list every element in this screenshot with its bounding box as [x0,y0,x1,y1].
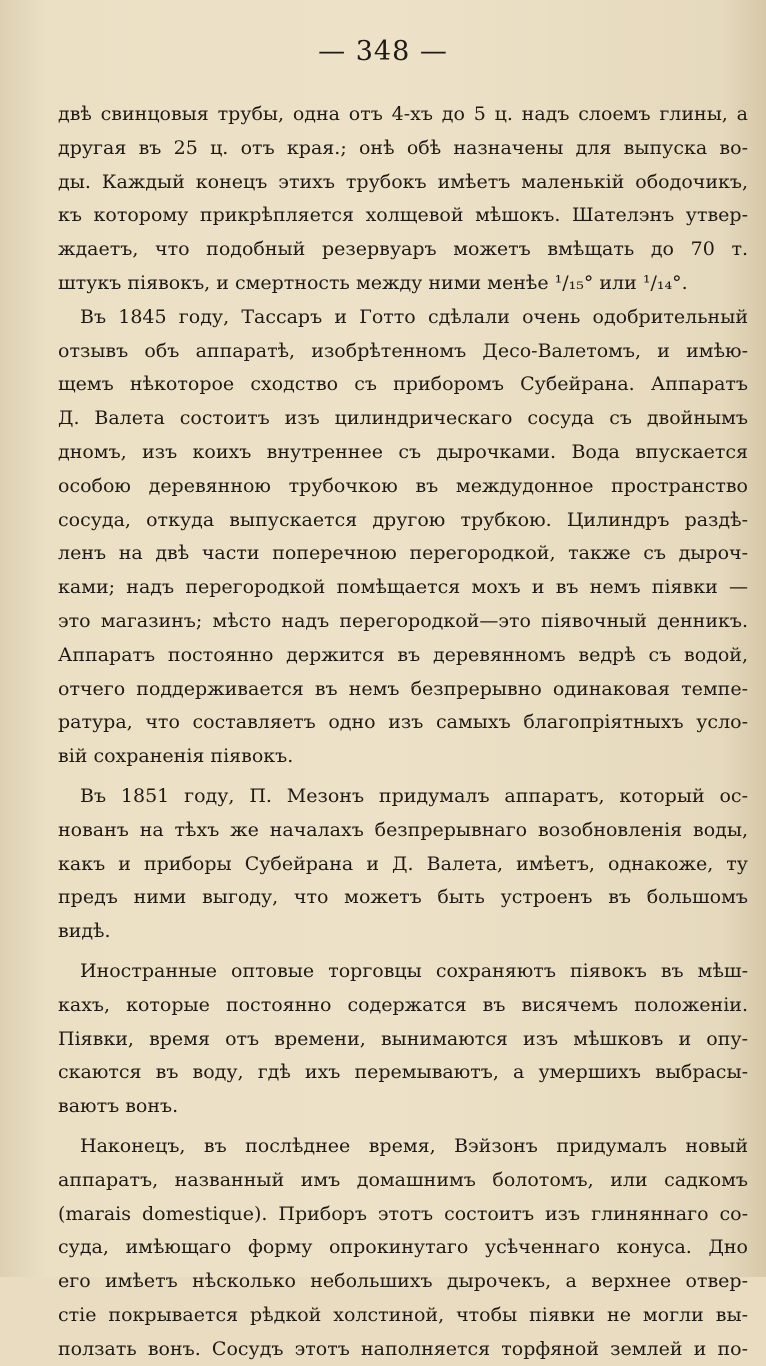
text-line: Д. Валета состоитъ изъ цилиндрическаго сосуда съ двойнымъ [58,407,748,430]
text-line: ками; надъ перегородкой помѣщается мохъ и въ немъ піявки — [58,576,748,599]
text-line: ленъ на двѣ части поперечною перегородкой, также съ дыроч- [58,542,748,565]
text-line: стіе покрывается рѣдкой холстиной, чтобы піявки не могли вы- [58,1303,748,1326]
text-line: ды. Каждый конецъ этихъ трубокъ имѣетъ маленькій ободочикъ, [58,170,748,193]
text-line: вій сохраненія піявокъ. [58,745,294,768]
text-line: щемъ нѣкоторое сходство съ приборомъ Субейрана. Аппаратъ [58,373,748,396]
text-line: предъ ними выгоду, что можетъ быть устроенъ въ большомъ [58,886,748,909]
text-line: ждаетъ, что подобный резервуаръ можетъ вмѣщать до 70 т. [58,238,748,261]
text-line: дномъ, изъ коихъ внутреннее съ дырочками. Вода впускается [58,440,748,463]
text-line: скаются въ воду, гдѣ ихъ перемываютъ, а умершихъ выбрасы- [58,1061,748,1084]
paragraph-start-line: Въ 1851 году, П. Мезонъ придумалъ аппаратъ, который ос- [80,784,748,807]
text-line: другая въ 25 ц. отъ края.; онѣ обѣ назначены для выпуска во- [58,136,748,159]
text-line: ратура, что составляетъ одно изъ самыхъ благопріятныхъ усло- [58,711,748,734]
text-line: аппаратъ, названный имъ домашнимъ болотомъ, или садкомъ [58,1168,748,1191]
text-line: ваютъ вонъ. [58,1095,179,1118]
text-line: ползать вонъ. Сосудъ этотъ наполняется торфяной землей и по- [58,1337,748,1360]
text-line: отзывъ объ аппаратѣ, изобрѣтенномъ Десо-Валетомъ, и имѣю- [58,339,748,362]
text-line: штукъ піявокъ, и смертность между ними менѣе ¹/₁₅° или ¹/₁₄°. [58,271,688,294]
page-number: — 348 — [318,36,448,67]
text-line: его имѣетъ нѣсколько небольшихъ дырочекъ, а верхнее отвер- [58,1270,748,1293]
text-line: какъ и приборы Субейрана и Д. Валета, имѣетъ, однакоже, ту [58,852,748,875]
text-line: кахъ, которые постоянно содержатся въ висячемъ положеніи. [58,993,748,1016]
text-line: особою деревянною трубочкою въ междудонное пространство [58,474,748,497]
text-line: сосуда, откуда выпускается другою трубкою. Цилиндръ раздѣ- [58,508,748,531]
text-line: видѣ. [58,920,111,943]
text-line: это магазинъ; мѣсто надъ перегородкой—это піявочный денникъ. [58,609,748,632]
text-line: Піявки, время отъ времени, вынимаются изъ мѣшковъ и опу- [58,1027,748,1050]
text-line: Аппаратъ постоянно держится въ деревянномъ ведрѣ съ водой, [58,643,748,666]
text-line: двѣ свинцовыя трубы, одна отъ 4-хъ до 5 ц. надъ слоемъ глины, а [58,103,748,125]
paragraph-start-line: Наконецъ, въ послѣднее время, Вэйзонъ придумалъ новый [80,1134,748,1157]
text-line: нованъ на тѣхъ же началахъ безпрерывнаго возобновленія воды, [58,818,748,841]
text-line: къ которому прикрѣпляется холщевой мѣшокъ. Шателэнъ утвер- [58,204,748,227]
paragraph-start-line: Иностранные оптовые торговцы сохраняютъ піявокъ въ мѣш- [80,959,748,982]
text-line: (marais domestique). Приборъ этотъ состоитъ изъ глиняннаго со- [58,1202,748,1225]
text-line: отчего поддерживается въ немъ безпрерывно одинаковая темпе- [58,677,748,700]
paragraph-start-line: Въ 1845 году, Тассаръ и Готто сдѣлали очень одобрительный [80,305,748,328]
text-line: суда, имѣющаго форму опрокинутаго усѣченнаго конуса. Дно [58,1236,748,1259]
body-text [58,98,748,1366]
